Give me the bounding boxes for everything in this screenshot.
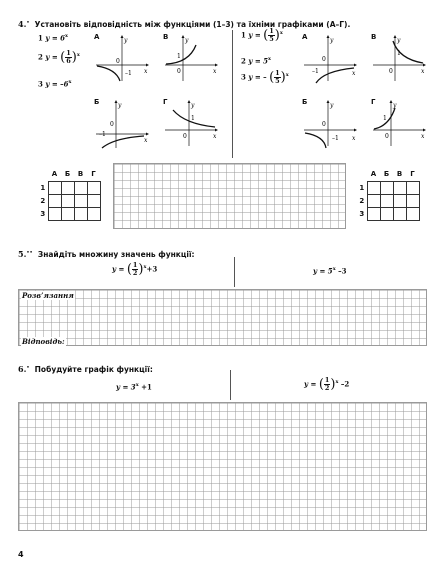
- task6-number: 6.•: [18, 364, 30, 374]
- graph-left-b: [94, 98, 152, 150]
- svg-text:x: x: [144, 68, 148, 75]
- col-g: Г: [410, 170, 415, 179]
- answer-cell[interactable]: [48, 194, 61, 207]
- svg-text:1: 1: [191, 115, 195, 122]
- col-b: Б: [64, 170, 71, 179]
- row-3: 3: [40, 209, 46, 218]
- graph-label-left-g: Г: [163, 98, 168, 106]
- answer-cell[interactable]: [393, 207, 406, 220]
- answer-cell[interactable]: [61, 181, 74, 194]
- task4-scratch-grid[interactable]: [113, 163, 346, 229]
- col-v: В: [77, 170, 84, 179]
- svg-text:x: x: [421, 68, 425, 75]
- task6-divider: [230, 370, 231, 400]
- graph-label-right-g: Г: [371, 98, 376, 106]
- task4-number: 4.•: [18, 19, 30, 29]
- svg-text:1: 1: [397, 50, 401, 57]
- svg-text:0: 0: [322, 121, 326, 128]
- row-1: 1: [40, 183, 46, 192]
- col-a: А: [370, 170, 377, 179]
- graph-right-a: [302, 33, 360, 85]
- svg-text:0: 0: [177, 68, 181, 75]
- svg-text:0: 0: [322, 56, 326, 63]
- svg-text:y: y: [397, 37, 401, 44]
- answer-cell[interactable]: [406, 207, 419, 220]
- answer-cell[interactable]: [380, 194, 393, 207]
- answer-cell[interactable]: [48, 207, 61, 220]
- graph-label-left-v: В: [163, 33, 169, 41]
- svg-text:x: x: [352, 70, 356, 77]
- answer-cell[interactable]: [74, 207, 87, 220]
- task5-answer-label: Відповідь:: [22, 337, 65, 346]
- task5-header: [18, 242, 195, 261]
- row-1: 1: [359, 183, 365, 192]
- svg-text:y: y: [118, 102, 122, 109]
- svg-text:x: x: [213, 133, 217, 140]
- task5-left-function: y = ( $\frac{1}{2}$ )$^x$+3: [112, 261, 158, 277]
- graph-left-a: [94, 33, 152, 83]
- answer-table-left: [38, 168, 101, 221]
- svg-text:y: y: [393, 102, 397, 109]
- row-3: 3: [359, 209, 365, 218]
- task4-left-fn-3: 3 $y = -6^x$: [38, 79, 72, 89]
- answer-cell[interactable]: [87, 194, 100, 207]
- svg-text:y: y: [124, 37, 128, 44]
- task4-right-fn-2: 2 $y = 5^x$: [241, 56, 271, 66]
- graph-label-left-b: Б: [94, 98, 100, 106]
- task4-divider: [232, 30, 233, 158]
- answer-cell[interactable]: [61, 207, 74, 220]
- graph-left-g: [163, 98, 221, 150]
- task6-text: Побудуйте графік функції:: [34, 365, 153, 374]
- answer-cell[interactable]: [406, 194, 419, 207]
- svg-text:y: y: [330, 102, 334, 109]
- svg-text:x: x: [421, 133, 425, 140]
- answer-cell[interactable]: [380, 181, 393, 194]
- answer-cell[interactable]: [393, 194, 406, 207]
- svg-text:0: 0: [183, 133, 187, 140]
- svg-text:0: 0: [389, 68, 393, 75]
- answer-cell[interactable]: [87, 181, 100, 194]
- svg-text:0: 0: [385, 133, 389, 140]
- task5-solution-grid[interactable]: [18, 289, 427, 346]
- graph-right-v: [371, 33, 429, 85]
- col-v: В: [396, 170, 403, 179]
- task6-right-function: y = ( $\frac{1}{2}$ )$^x$ –2: [304, 376, 350, 392]
- svg-text:x: x: [144, 137, 148, 144]
- task4-right-fn-1: 1 y = ( $\frac{1}{5}$ )$^x$: [241, 27, 283, 43]
- svg-text:–1: –1: [312, 68, 319, 75]
- graph-right-g: [371, 98, 429, 150]
- task5-text: Знайдіть множину значень функції:: [37, 250, 195, 259]
- col-g: Г: [91, 170, 96, 179]
- answer-cell[interactable]: [406, 181, 419, 194]
- answer-cell[interactable]: [393, 181, 406, 194]
- svg-text:–1: –1: [125, 70, 132, 77]
- task4-text: Установіть відповідність між функціями (1–3) та їхніми графіками (А–Г).: [34, 20, 351, 29]
- task4-left-fn-1: 1 $y = 6^x$: [38, 33, 68, 43]
- answer-cell[interactable]: [74, 181, 87, 194]
- task6-left-function: $y = 3^x +1$: [116, 382, 152, 392]
- task6-header: [18, 357, 153, 376]
- svg-text:1: 1: [177, 53, 181, 60]
- svg-text:y: y: [185, 37, 189, 44]
- answer-cell[interactable]: [380, 207, 393, 220]
- page-number: 4: [18, 550, 24, 559]
- answer-cell[interactable]: [367, 207, 380, 220]
- svg-text:–1: –1: [99, 131, 106, 138]
- task4-left-fn-2: 2 y = ( $\frac{1}{6}$ )$^x$: [38, 49, 80, 65]
- svg-text:0: 0: [110, 121, 114, 128]
- graph-label-right-v: В: [371, 33, 377, 41]
- task5-number: 5.••: [18, 249, 33, 259]
- svg-text:1: 1: [383, 115, 387, 122]
- col-a: А: [51, 170, 58, 179]
- graph-label-right-b: Б: [302, 98, 308, 106]
- svg-text:y: y: [330, 37, 334, 44]
- row-2: 2: [40, 196, 46, 205]
- answer-cell[interactable]: [61, 194, 74, 207]
- task4-header: [18, 12, 350, 31]
- answer-cell[interactable]: [74, 194, 87, 207]
- task5-right-function: $y = 5^x$ –3: [313, 266, 347, 276]
- graph-right-b: [302, 98, 360, 150]
- graph-left-v: [163, 33, 221, 83]
- svg-text:–1: –1: [332, 135, 339, 142]
- task5-divider: [234, 257, 235, 287]
- answer-cell[interactable]: [48, 181, 61, 194]
- graph-label-right-a: А: [302, 33, 308, 41]
- answer-cell[interactable]: [367, 181, 380, 194]
- col-b: Б: [383, 170, 390, 179]
- task5-solution-label: Розв’язання: [22, 291, 74, 300]
- task4-right-fn-3: 3 y = – ( $\frac{1}{5}$ )$^x$: [241, 69, 289, 85]
- svg-text:0: 0: [116, 58, 120, 65]
- row-2: 2: [359, 196, 365, 205]
- answer-cell[interactable]: [87, 207, 100, 220]
- svg-text:y: y: [191, 102, 195, 109]
- graph-label-left-a: А: [94, 33, 100, 41]
- answer-cell[interactable]: [367, 194, 380, 207]
- svg-text:x: x: [213, 68, 217, 75]
- task6-graph-grid[interactable]: [18, 402, 427, 531]
- svg-text:x: x: [352, 135, 356, 142]
- answer-table-right: [357, 168, 420, 221]
